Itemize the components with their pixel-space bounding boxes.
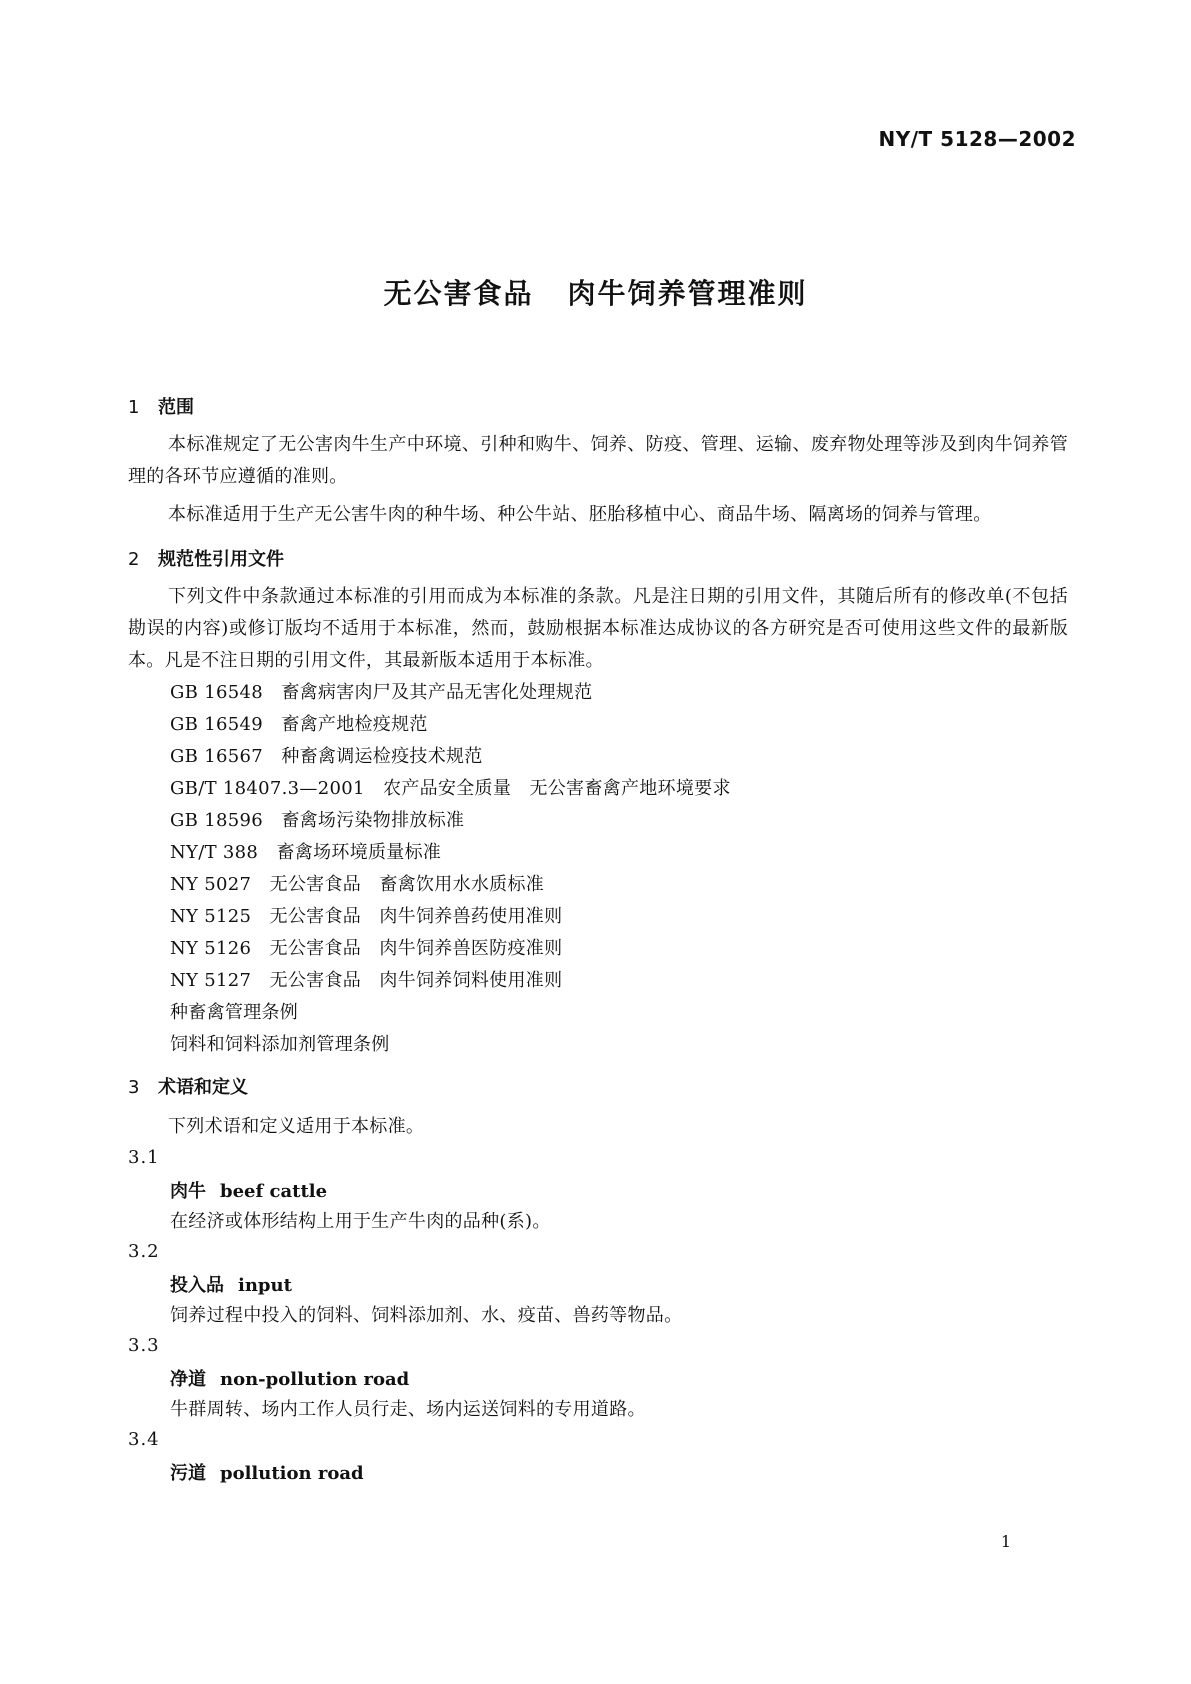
title-part-1: 无公害食品 bbox=[383, 277, 534, 310]
section-2-paragraph-1: 下列文件中条款通过本标准的引用而成为本标准的条款。凡是注日期的引用文件，其随后所有的修改单(不包括勘误的内容)或修订版均不适用于本标准，然而，鼓励根据本标准达成协议的各方研究是否可使用这些文件的最新版本。凡是不注日期的引用文件，其最新版本适用于本标准。 bbox=[128, 586, 1068, 671]
term-chinese: 肉牛 bbox=[170, 1181, 206, 1202]
section-title: 术语和定义 bbox=[158, 1077, 248, 1098]
section-number: 2 bbox=[128, 549, 140, 570]
term-definition: 饲养过程中投入的饲料、饲料添加剂、水、疫苗、兽药等物品。 bbox=[170, 1305, 683, 1326]
reference-title: 农产品安全质量 无公害畜禽产地环境要求 bbox=[383, 778, 731, 799]
document-title bbox=[0, 272, 1191, 312]
reference-code: NY 5127 bbox=[170, 970, 252, 991]
section-title: 规范性引用文件 bbox=[158, 549, 284, 570]
reference-item bbox=[128, 773, 1068, 805]
reference-title: 无公害食品 畜禽饮用水水质标准 bbox=[269, 874, 545, 895]
reference-item bbox=[128, 933, 1068, 965]
section-3-paragraph-1: 下列术语和定义适用于本标准。 bbox=[168, 1116, 425, 1137]
reference-code: GB/T 18407.3—2001 bbox=[170, 778, 365, 799]
term-chinese: 净道 bbox=[170, 1369, 206, 1390]
page-number: 1 bbox=[1000, 1532, 1011, 1551]
reference-title: 畜禽场环境质量标准 bbox=[276, 842, 442, 863]
reference-item bbox=[128, 805, 1068, 837]
reference-item bbox=[128, 709, 1068, 741]
section-2-heading bbox=[128, 545, 1068, 575]
reference-list bbox=[128, 677, 1068, 1061]
term-english: non-pollution road bbox=[220, 1369, 410, 1390]
reference-title: 种畜禽管理条例 bbox=[170, 1002, 299, 1023]
term-number: 3.3 bbox=[128, 1335, 160, 1356]
standard-code: NY/T 5128—2002 bbox=[878, 127, 1076, 151]
reference-item bbox=[128, 741, 1068, 773]
reference-item bbox=[128, 677, 1068, 709]
section-1-paragraph-2: 本标准适用于生产无公害牛肉的种牛场、种公牛站、胚胎移植中心、商品牛场、隔离场的饲养与管理。 bbox=[168, 504, 992, 525]
term-chinese: 污道 bbox=[170, 1463, 206, 1484]
reference-code: GB 16567 bbox=[170, 746, 263, 767]
term-number: 3.1 bbox=[128, 1147, 160, 1168]
reference-title: 畜禽场污染物排放标准 bbox=[281, 810, 465, 831]
reference-title: 畜禽病害肉尸及其产品无害化处理规范 bbox=[281, 682, 593, 703]
reference-item bbox=[128, 1029, 1068, 1061]
reference-title: 无公害食品 肉牛饲养兽药使用准则 bbox=[269, 906, 563, 927]
term-definition: 在经济或体形结构上用于生产牛肉的品种(系)。 bbox=[170, 1211, 551, 1232]
term-number: 3.4 bbox=[128, 1429, 160, 1450]
title-part-2: 肉牛饲养管理准则 bbox=[567, 277, 808, 310]
reference-item bbox=[128, 997, 1068, 1029]
reference-title: 种畜禽调运检疫技术规范 bbox=[281, 746, 483, 767]
reference-title: 无公害食品 肉牛饲养饲料使用准则 bbox=[269, 970, 563, 991]
term-english: beef cattle bbox=[220, 1181, 328, 1202]
term-english: pollution road bbox=[220, 1463, 364, 1484]
term-heading bbox=[128, 1365, 1068, 1395]
section-1-heading bbox=[128, 393, 1068, 423]
document-body bbox=[128, 393, 1068, 1489]
reference-title: 饲料和饲料添加剂管理条例 bbox=[170, 1034, 390, 1055]
reference-code: GB 16549 bbox=[170, 714, 263, 735]
reference-code: NY 5126 bbox=[170, 938, 252, 959]
reference-item bbox=[128, 869, 1068, 901]
term-heading bbox=[128, 1271, 1068, 1301]
reference-code: NY/T 388 bbox=[170, 842, 259, 863]
section-number: 1 bbox=[128, 397, 140, 418]
reference-title: 畜禽产地检疫规范 bbox=[281, 714, 428, 735]
reference-code: NY 5125 bbox=[170, 906, 252, 927]
section-title: 范围 bbox=[158, 397, 194, 418]
term-heading bbox=[128, 1177, 1068, 1207]
reference-item bbox=[128, 901, 1068, 933]
term-english: input bbox=[238, 1275, 292, 1296]
reference-code: NY 5027 bbox=[170, 874, 252, 895]
reference-item bbox=[128, 965, 1068, 997]
section-number: 3 bbox=[128, 1077, 140, 1098]
term-heading bbox=[128, 1459, 1068, 1489]
reference-code: GB 18596 bbox=[170, 810, 263, 831]
term-number: 3.2 bbox=[128, 1241, 160, 1262]
reference-item bbox=[128, 837, 1068, 869]
term-definition: 牛群周转、场内工作人员行走、场内运送饲料的专用道路。 bbox=[170, 1399, 646, 1420]
reference-code: GB 16548 bbox=[170, 682, 263, 703]
section-3-heading bbox=[128, 1073, 1068, 1103]
reference-title: 无公害食品 肉牛饲养兽医防疫准则 bbox=[269, 938, 563, 959]
section-1-paragraph-1: 本标准规定了无公害肉牛生产中环境、引种和购牛、饲养、防疫、管理、运输、废弃物处理等涉及到肉牛饲养管理的各环节应遵循的准则。 bbox=[128, 434, 1068, 487]
term-chinese: 投入品 bbox=[170, 1275, 224, 1296]
